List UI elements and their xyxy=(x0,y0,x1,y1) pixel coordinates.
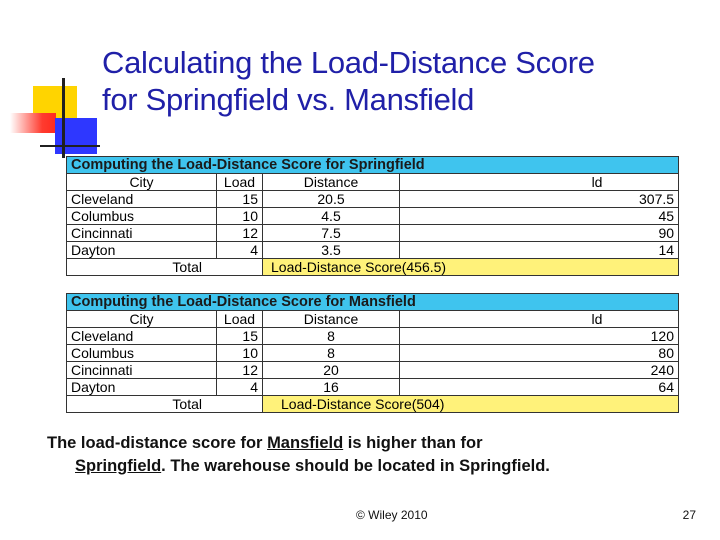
cell-ld: 90 xyxy=(400,225,679,242)
note-text: The load-distance score for xyxy=(47,434,268,452)
total-score: Load-Distance Score(504) xyxy=(263,396,679,413)
cell-load: 15 xyxy=(217,328,263,345)
total-label: Total xyxy=(67,259,263,276)
total-label: Total xyxy=(67,396,263,413)
table-caption: Computing the Load-Distance Score for Springfield xyxy=(67,157,679,174)
cell-ld: 45 xyxy=(400,208,679,225)
column-header-load: Load xyxy=(217,174,263,191)
total-row xyxy=(67,259,679,276)
mansfield-table xyxy=(66,293,679,413)
cell-distance: 20.5 xyxy=(263,191,400,208)
total-score: Load-Distance Score(456.5) xyxy=(263,259,679,276)
cell-load: 10 xyxy=(217,208,263,225)
cell-distance: 16 xyxy=(263,379,400,396)
cell-distance: 7.5 xyxy=(263,225,400,242)
cell-load: 10 xyxy=(217,345,263,362)
slide-title-line2: for Springfield vs. Mansfield xyxy=(102,82,475,117)
cell-load: 4 xyxy=(217,379,263,396)
table-row xyxy=(67,328,679,345)
table-caption: Computing the Load-Distance Score for Mansfield xyxy=(67,294,679,311)
cell-distance: 8 xyxy=(263,345,400,362)
decor-red-bar xyxy=(10,113,56,133)
cell-ld: 307.5 xyxy=(400,191,679,208)
cell-load: 15 xyxy=(217,191,263,208)
cell-ld: 120 xyxy=(400,328,679,345)
note-text: is higher than for xyxy=(343,434,483,452)
cell-city: Dayton xyxy=(67,379,217,396)
note-springfield: Springfield xyxy=(75,457,162,475)
cell-ld: 14 xyxy=(400,242,679,259)
cell-load: 12 xyxy=(217,362,263,379)
cell-ld: 80 xyxy=(400,345,679,362)
cell-load: 4 xyxy=(217,242,263,259)
cell-city: Cincinnati xyxy=(67,362,217,379)
table-row xyxy=(67,379,679,396)
decor-horizontal-line xyxy=(40,145,100,147)
table-row xyxy=(67,191,679,208)
column-header-ld: ld xyxy=(400,174,679,191)
springfield-table xyxy=(66,156,679,276)
cell-load: 12 xyxy=(217,225,263,242)
column-header-city: City xyxy=(67,311,217,328)
column-header-city: City xyxy=(67,174,217,191)
cell-city: Cleveland xyxy=(67,191,217,208)
conclusion-note xyxy=(47,432,707,478)
cell-city: Dayton xyxy=(67,242,217,259)
column-header-distance: Distance xyxy=(263,311,400,328)
cell-city: Columbus xyxy=(67,345,217,362)
cell-ld: 240 xyxy=(400,362,679,379)
note-mansfield: Mansfield xyxy=(267,434,344,452)
cell-city: Columbus xyxy=(67,208,217,225)
page-number: 27 xyxy=(682,508,696,522)
total-row xyxy=(67,396,679,413)
copyright: © Wiley 2010 xyxy=(356,508,428,522)
cell-ld: 64 xyxy=(400,379,679,396)
cell-distance: 4.5 xyxy=(263,208,400,225)
cell-distance: 3.5 xyxy=(263,242,400,259)
cell-city: Cleveland xyxy=(67,328,217,345)
cell-distance: 8 xyxy=(263,328,400,345)
column-header-load: Load xyxy=(217,311,263,328)
table-row xyxy=(67,345,679,362)
column-header-ld: ld xyxy=(400,311,679,328)
table-row xyxy=(67,362,679,379)
slide-title-line1: Calculating the Load-Distance Score xyxy=(102,45,595,80)
table-row xyxy=(67,208,679,225)
column-header-distance: Distance xyxy=(263,174,400,191)
slide-title xyxy=(102,44,702,118)
note-text: . The warehouse should be located in Springfield. xyxy=(161,457,550,475)
table-row xyxy=(67,225,679,242)
cell-city: Cincinnati xyxy=(67,225,217,242)
cell-distance: 20 xyxy=(263,362,400,379)
table-row xyxy=(67,242,679,259)
